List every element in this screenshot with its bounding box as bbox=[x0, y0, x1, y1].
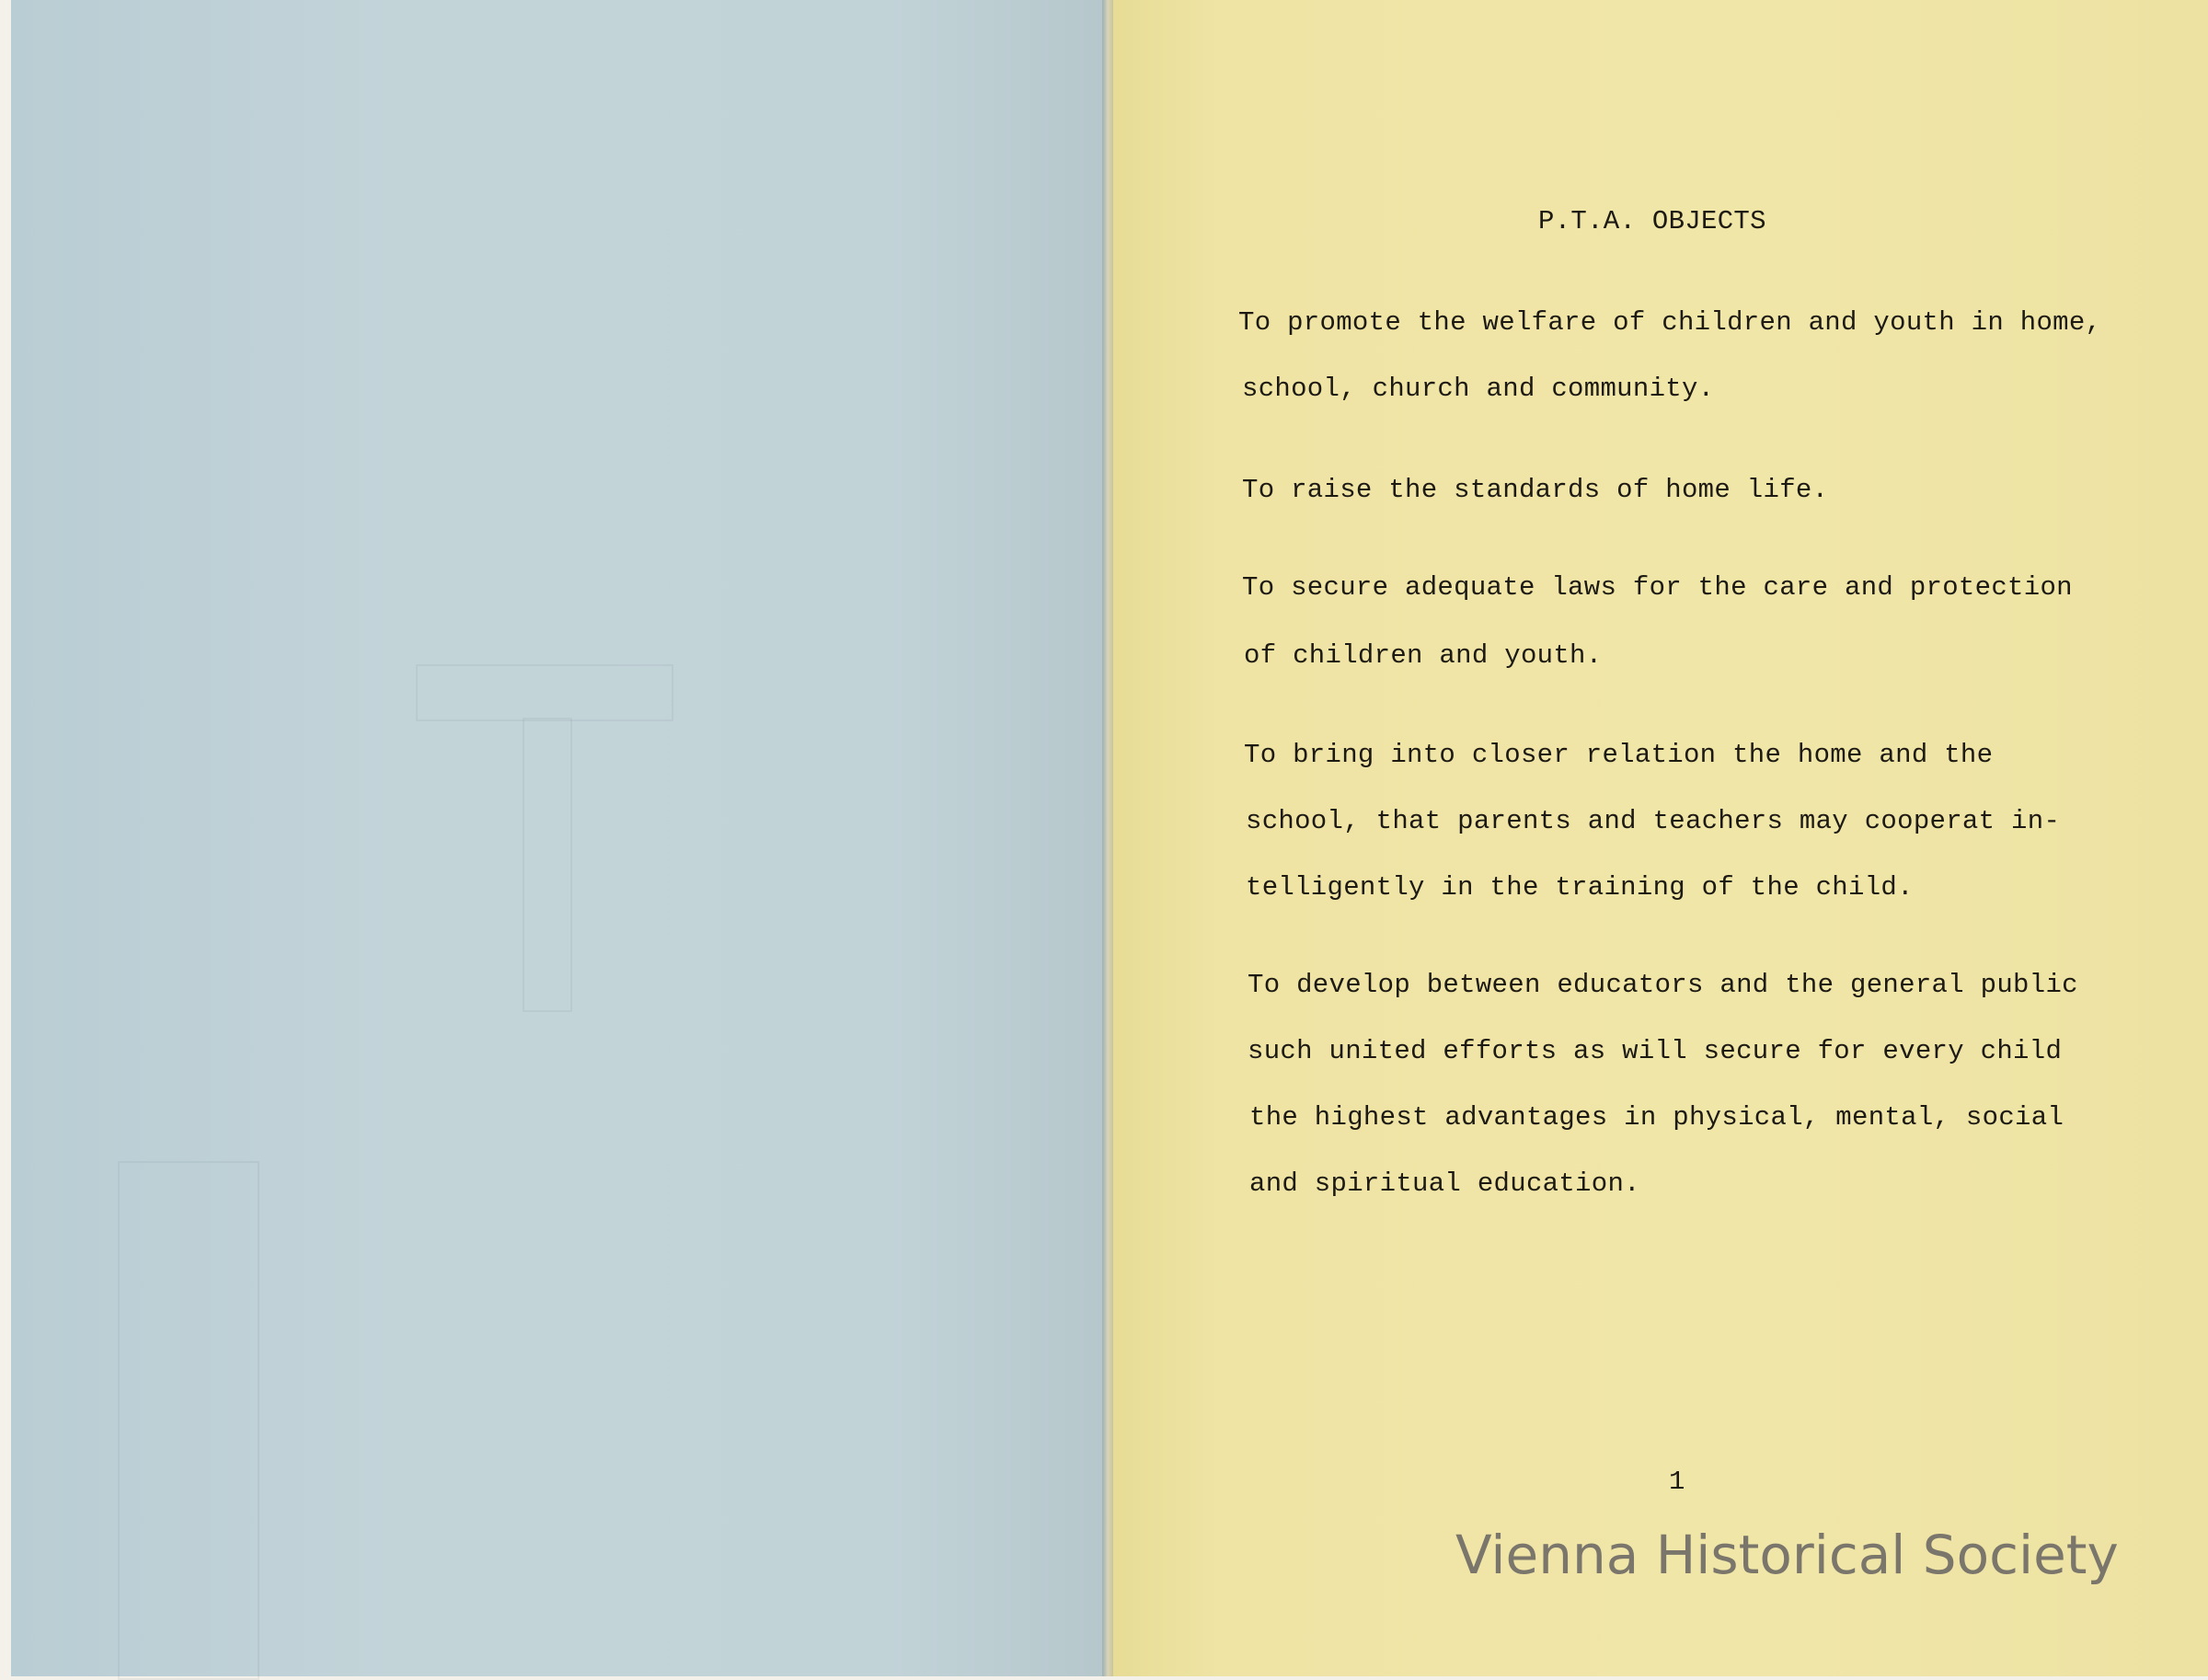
text-line: To promote the welfare of children and youth in home, bbox=[1238, 307, 2102, 338]
text-line: To bring into closer relation the home and the bbox=[1244, 740, 1994, 770]
text-line: To raise the standards of home life. bbox=[1242, 475, 1829, 505]
show-through-mark bbox=[416, 664, 673, 721]
left-page-blank bbox=[11, 0, 1110, 1676]
show-through-mark bbox=[118, 1161, 259, 1680]
text-line: of children and youth. bbox=[1244, 640, 1603, 671]
text-line: To secure adequate laws for the care and protection bbox=[1242, 572, 2073, 603]
show-through-mark bbox=[523, 718, 572, 1012]
text-line: school, that parents and teachers may cooperat in- bbox=[1246, 806, 2061, 836]
watermark-text: Vienna Historical Society bbox=[1455, 1524, 2119, 1586]
page-number: 1 bbox=[1669, 1467, 1685, 1497]
right-page bbox=[1113, 0, 2208, 1676]
page-heading: P.T.A. OBJECTS bbox=[1538, 206, 1766, 236]
text-line: school, church and community. bbox=[1242, 374, 1715, 404]
text-line: such united efforts as will secure for every child bbox=[1248, 1036, 2063, 1066]
text-line: the highest advantages in physical, mental, social bbox=[1249, 1102, 2064, 1133]
text-line: To develop between educators and the general public bbox=[1248, 970, 2078, 1000]
text-line: and spiritual education. bbox=[1249, 1168, 1640, 1199]
text-line: telligently in the training of the child. bbox=[1246, 872, 1914, 903]
